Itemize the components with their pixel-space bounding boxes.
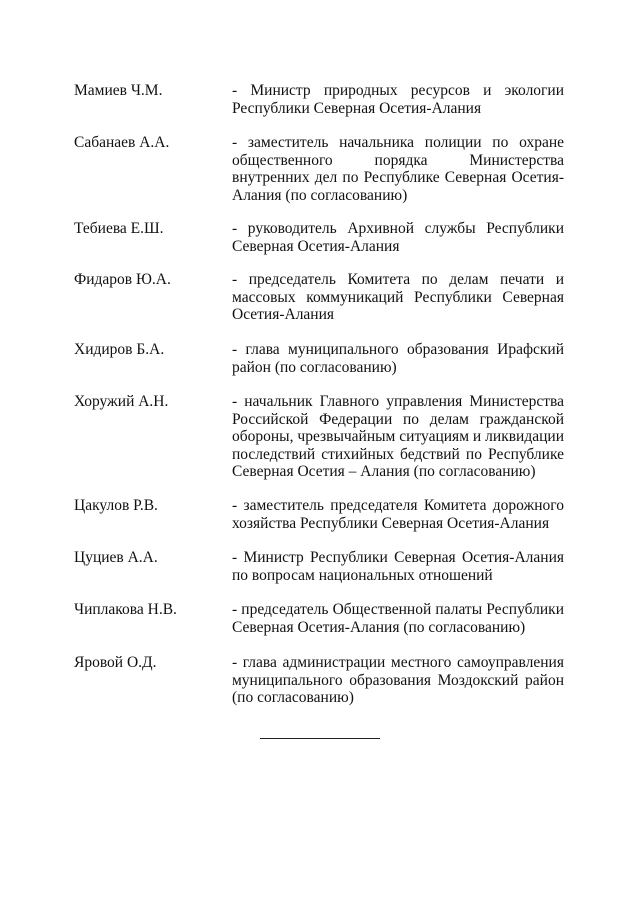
member-name: Хидиров Б.А. xyxy=(74,341,165,358)
member-role: - глава администрации местного самоуправления муниципального образования Моздокский район (по согласованию) xyxy=(232,654,564,706)
member-role: - начальник Главного управления Министерства Российской Федерации по делам гражданской обороны, чрезвычайным ситуациям и ликвидации последствий стихийных бедствий по Республике Северная Осетия – Алания (по согласованию) xyxy=(232,393,564,480)
member-role: - заместитель председателя Комитета дорожного хозяйства Республики Северная Осетия-Алания xyxy=(232,497,564,532)
member-name: Сабанаев А.А. xyxy=(74,134,170,151)
member-name: Чиплакова Н.В. xyxy=(74,601,177,618)
member-name: Тебиева Е.Ш. xyxy=(74,220,164,237)
member-role: - Министр Республики Северная Осетия-Алания по вопросам национальных отношений xyxy=(232,549,564,584)
member-role: - глава муниципального образования Ирафский район (по согласованию) xyxy=(232,341,564,376)
member-role: - председатель Общественной палаты Республики Северная Осетия-Алания (по согласованию) xyxy=(232,601,564,636)
member-role: - заместитель начальника полиции по охране общественного порядка Министерства внутренних дел по Республике Северная Осетия-Алания (по согласованию) xyxy=(232,134,564,204)
member-role: - председатель Комитета по делам печати и массовых коммуникаций Республики Северная Осетия-Алания xyxy=(232,271,564,323)
member-name: Цакулов Р.В. xyxy=(74,497,158,514)
member-name: Хоружий А.Н. xyxy=(74,393,169,410)
closing-divider xyxy=(260,738,380,739)
member-name: Мамиев Ч.М. xyxy=(74,82,163,99)
member-role: - Министр природных ресурсов и экологии Республики Северная Осетия-Алания xyxy=(232,82,564,117)
member-name: Фидаров Ю.А. xyxy=(74,271,171,288)
member-name: Яровой О.Д. xyxy=(74,654,157,671)
member-name: Цуциев А.А. xyxy=(74,549,158,566)
member-role: - руководитель Архивной службы Республики Северная Осетия-Алания xyxy=(232,220,564,255)
